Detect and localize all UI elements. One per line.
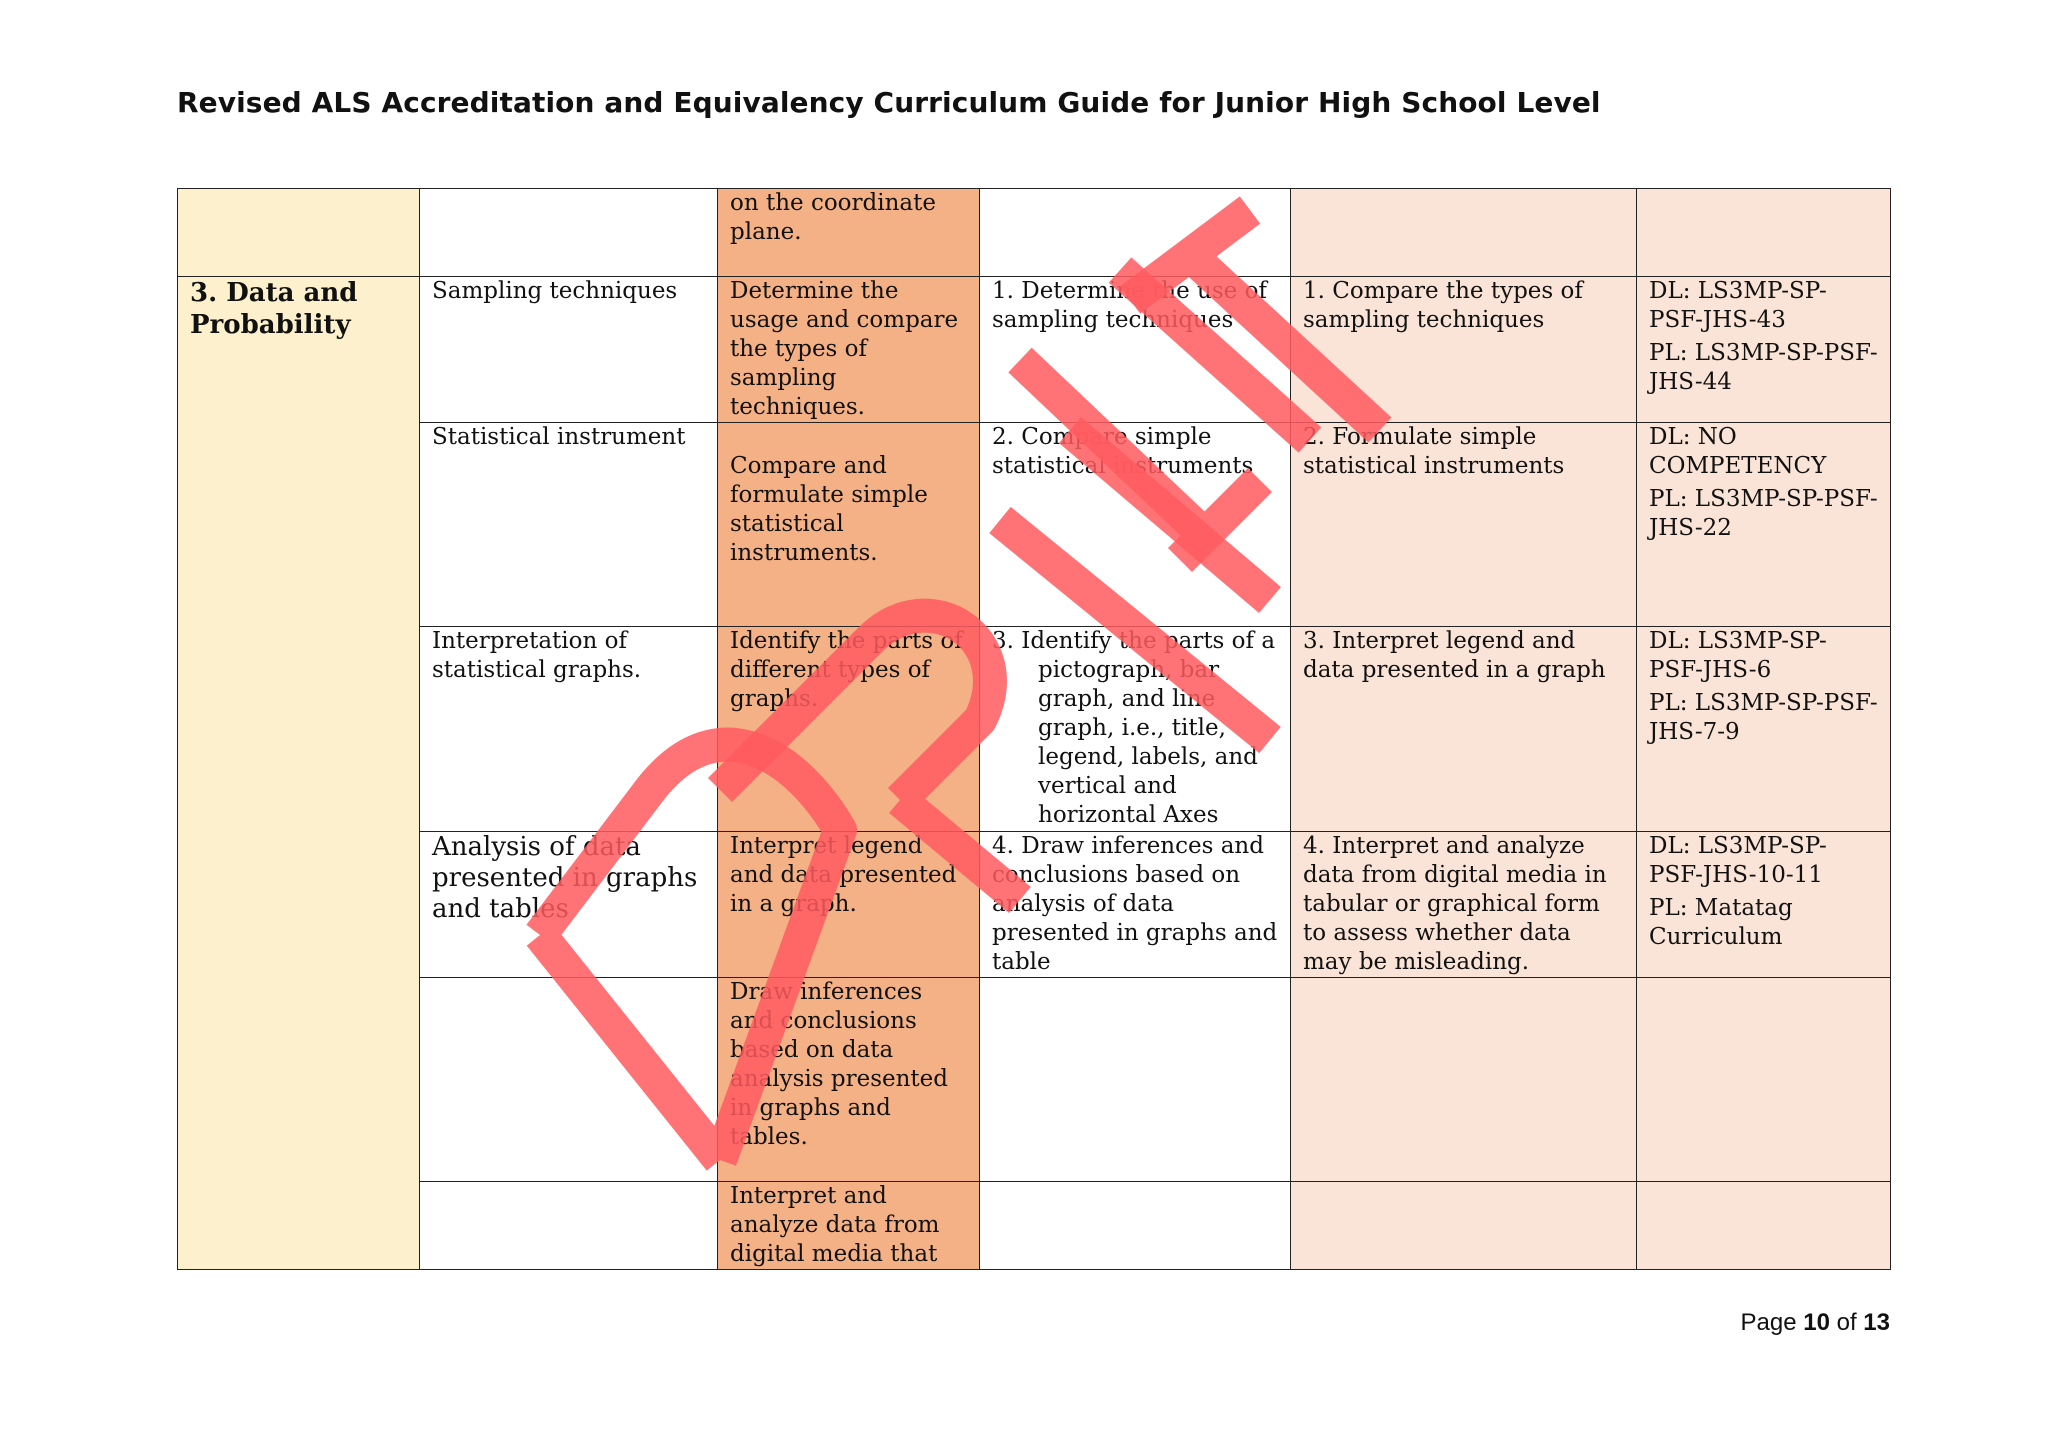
topic-cell <box>420 1181 718 1269</box>
competency-cell: Interpret and analyze data from digital media that <box>718 1181 980 1269</box>
competency-text: Compare and formulate simple statistical instruments. <box>730 453 928 567</box>
code-cell <box>1637 423 1891 627</box>
code-cell <box>1637 627 1891 831</box>
code-pl: PL: LS3MP-SP-PSF-JHS-44 <box>1649 340 1878 396</box>
code-pl: PL: Matatag Curriculum <box>1649 894 1793 950</box>
topic-cell <box>420 189 718 277</box>
topic-cell: Sampling techniques <box>420 277 718 423</box>
topic-cell: Interpretation of statistical graphs. <box>420 627 718 831</box>
competency-cell <box>718 423 980 627</box>
skill-cell: 4. Interpret and analyze data from digital media in tabular or graphical form to assess whether data may be misleading. <box>1291 831 1637 977</box>
code-cell <box>1637 977 1891 1181</box>
skill-cell <box>1291 1181 1637 1269</box>
document-title: Revised ALS Accreditation and Equivalency Curriculum Guide for Junior High School Level <box>177 86 1601 119</box>
page-label: Page <box>1740 1309 1797 1336</box>
topic-cell <box>420 831 718 977</box>
topic-cell <box>420 977 718 1181</box>
code-dl: DL: NO COMPETENCY <box>1649 424 1827 480</box>
skill-cell: 2. Formulate simple statistical instruments <box>1291 423 1637 627</box>
skill-cell: 1. Compare the types of sampling techniques <box>1291 277 1637 423</box>
table-row <box>178 1181 1891 1269</box>
competency-cell: Draw inferences and conclusions based on data analysis presented in graphs and tables. <box>718 977 980 1181</box>
objective-cell <box>980 627 1291 831</box>
code-cell <box>1637 831 1891 977</box>
code-dl: DL: LS3MP-SP-PSF-JHS-10-11 <box>1649 832 1827 888</box>
curriculum-table <box>177 188 1891 1270</box>
competency-cell: on the coordinate plane. <box>718 189 980 277</box>
skill-cell <box>1291 189 1637 277</box>
code-pl: PL: LS3MP-SP-PSF-JHS-22 <box>1649 486 1878 542</box>
table-row <box>178 423 1891 627</box>
table-row <box>178 189 1891 277</box>
page-number: 10 <box>1803 1309 1830 1336</box>
code-cell <box>1637 277 1891 423</box>
watermark-label: DRAFT <box>0 0 4 1</box>
skill-cell <box>1291 977 1637 1181</box>
table-row <box>178 277 1891 423</box>
competency-cell: Interpret legend and data presented in a graph. <box>718 831 980 977</box>
topic-text: Analysis of data presented in graphs and tables <box>432 831 698 924</box>
code-pl: PL: LS3MP-SP-PSF-JHS-7-9 <box>1649 690 1878 746</box>
page-footer <box>1741 1309 1891 1337</box>
objective-cell: 2. Compare simple statistical instruments <box>980 423 1291 627</box>
total-pages: 13 <box>1863 1309 1890 1336</box>
strand-cell: 3. Data and Probability <box>178 277 420 1270</box>
competency-cell: Determine the usage and compare the types of sampling techniques. <box>718 277 980 423</box>
code-dl: DL: LS3MP-SP-PSF-JHS-6 <box>1649 628 1827 684</box>
topic-cell: Statistical instrument <box>420 423 718 627</box>
of-label: of <box>1836 1309 1857 1336</box>
objective-cell <box>980 189 1291 277</box>
code-cell <box>1637 1181 1891 1269</box>
objective-text: 3. Identify the parts of a pictograph, bar graph, and line graph, i.e., title, legend, labels, and vertical and horizontal Axes <box>992 628 1276 829</box>
skill-cell: 3. Interpret legend and data presented in a graph <box>1291 627 1637 831</box>
table-row <box>178 831 1891 977</box>
strand-cell-continued <box>178 189 420 277</box>
objective-cell: 4. Draw inferences and conclusions based on analysis of data presented in graphs and table <box>980 831 1291 977</box>
competency-cell: Identify the parts of different types of graphs. <box>718 627 980 831</box>
objective-cell <box>980 977 1291 1181</box>
code-dl: DL: LS3MP-SP-PSF-JHS-43 <box>1649 278 1827 334</box>
objective-cell: 1. Determine the use of sampling techniques <box>980 277 1291 423</box>
table-row <box>178 627 1891 831</box>
code-cell <box>1637 189 1891 277</box>
objective-cell <box>980 1181 1291 1269</box>
table-row <box>178 977 1891 1181</box>
